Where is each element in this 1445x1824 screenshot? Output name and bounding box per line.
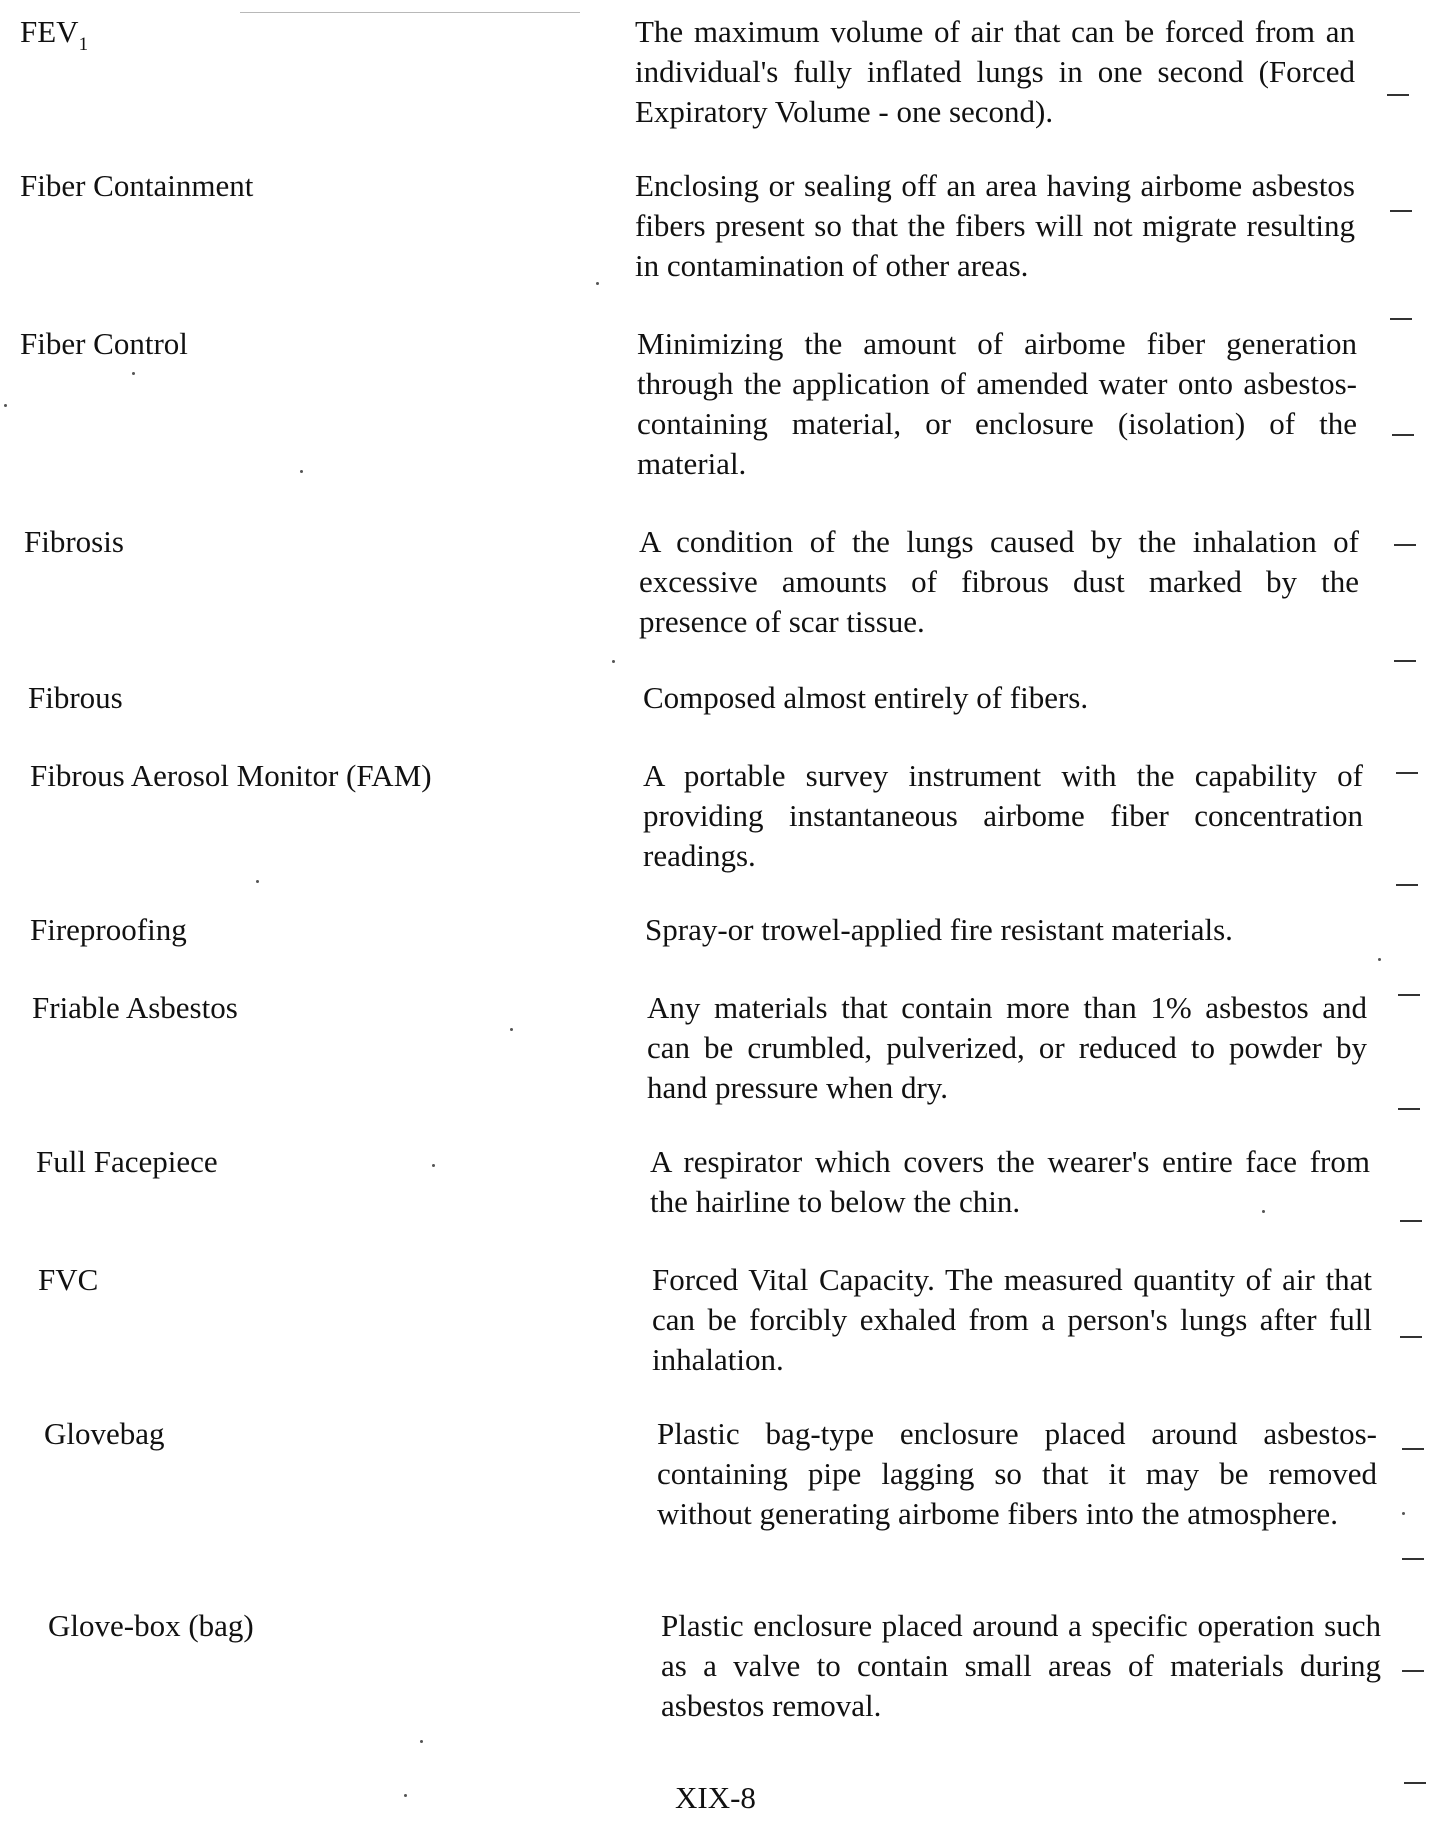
glossary-definition: Any materials that contain more than 1% asbestos and can be crumbled, pulverized, or reduced to powder by hand pressure when dry. xyxy=(647,990,1367,1105)
margin-tick xyxy=(1402,1558,1424,1560)
scan-speck xyxy=(300,470,303,473)
scan-speck xyxy=(404,1794,407,1797)
margin-tick xyxy=(1396,884,1418,886)
glossary-term: Fibrous Aerosol Monitor (FAM) xyxy=(30,758,432,793)
glossary-term: Glovebag xyxy=(44,1416,165,1451)
scan-speck xyxy=(132,372,135,375)
scan-speck xyxy=(596,282,599,285)
page-number: XIX-8 xyxy=(675,1780,756,1815)
margin-tick xyxy=(1394,544,1416,546)
term-subscript: 1 xyxy=(78,34,89,55)
scan-speck xyxy=(256,880,259,883)
glossary-term xyxy=(20,12,89,55)
margin-tick xyxy=(1390,210,1412,212)
glossary-term: Fibrous xyxy=(28,680,123,715)
glossary-definition: The maximum volume of air that can be forced from an individual's fully inflated lungs in one second (Forced Expiratory Volume - one second). xyxy=(635,14,1355,129)
scan-speck xyxy=(612,660,615,663)
glossary-term: FVC xyxy=(38,1262,99,1297)
glossary-definition: Composed almost entirely of fibers. xyxy=(643,680,1089,715)
glossary-definition: Plastic bag-type enclosure placed around asbestos-containing pipe lagging so that it may be removed without generating airbome fibers into the atmosphere. xyxy=(657,1416,1377,1531)
scan-speck xyxy=(432,1164,435,1167)
margin-tick xyxy=(1402,1448,1424,1450)
margin-tick xyxy=(1390,318,1412,320)
glossary-definition: Spray-or trowel-applied fire resistant materials. xyxy=(645,912,1233,947)
scan-speck xyxy=(510,1028,513,1031)
term-text: FEV xyxy=(20,14,79,49)
margin-tick xyxy=(1392,434,1414,436)
glossary-term: Friable Asbestos xyxy=(32,990,238,1025)
margin-tick xyxy=(1398,994,1420,996)
margin-tick xyxy=(1394,660,1416,662)
scan-artifact xyxy=(240,12,580,13)
margin-tick xyxy=(1396,772,1418,774)
scan-speck xyxy=(1402,1512,1405,1515)
glossary-definition: Minimizing the amount of airbome fiber generation through the application of amended water onto asbestos-containing material, or enclosure (isolation) of the material. xyxy=(637,326,1357,481)
glossary-definition: Plastic enclosure placed around a specific operation such as a valve to contain small areas of materials during asbestos removal. xyxy=(661,1608,1381,1723)
glossary-definition: Enclosing or sealing off an area having airbome asbestos fibers present so that the fibers will not migrate resulting in contamination of other areas. xyxy=(635,168,1355,283)
glossary-term: Fibrosis xyxy=(24,524,124,559)
glossary-term: Full Facepiece xyxy=(36,1144,218,1179)
scan-speck xyxy=(4,404,7,407)
glossary-term: Fireproofing xyxy=(30,912,187,947)
glossary-term: Fiber Control xyxy=(20,326,188,361)
glossary-term: Glove-box (bag) xyxy=(48,1608,254,1643)
scan-speck xyxy=(420,1740,423,1743)
margin-tick xyxy=(1404,1782,1426,1784)
margin-tick xyxy=(1400,1220,1422,1222)
glossary-term: Fiber Containment xyxy=(20,168,254,203)
margin-tick xyxy=(1387,94,1409,96)
glossary-definition: A portable survey instrument with the capability of providing instantaneous airbome fiber concentration readings. xyxy=(643,758,1363,873)
margin-tick xyxy=(1398,1108,1420,1110)
scan-speck xyxy=(1378,958,1381,961)
glossary-definition: A respirator which covers the wearer's entire face from the hairline to below the chin. xyxy=(650,1144,1370,1219)
scan-speck xyxy=(1262,1210,1265,1213)
glossary-definition: A condition of the lungs caused by the inhalation of excessive amounts of fibrous dust marked by the presence of scar tissue. xyxy=(639,524,1359,639)
glossary-definition: Forced Vital Capacity. The measured quantity of air that can be forcibly exhaled from a person's lungs after full inhalation. xyxy=(652,1262,1372,1377)
margin-tick xyxy=(1402,1670,1424,1672)
margin-tick xyxy=(1400,1336,1422,1338)
